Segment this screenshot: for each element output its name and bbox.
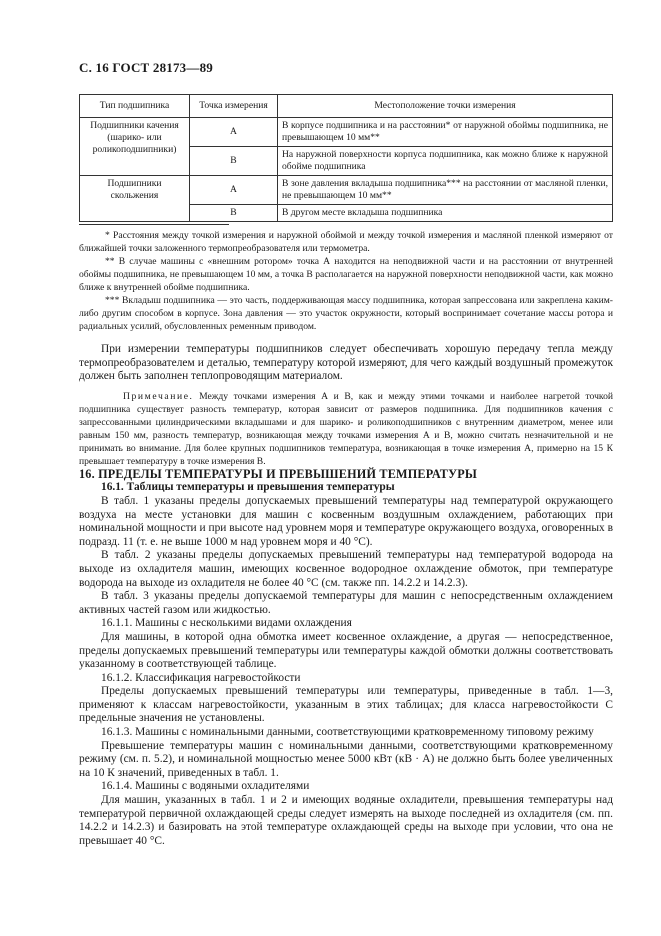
paragraph: В табл. 1 указаны пределы допускаемых превышений температуры над температурой окружающего воздуха на месте установки для машин с косвенным воздушным охлаждением, работающих при номинальной мощности и при высоте над уровнем моря и температуре окружающего воздуха, оговоренных в подразд. 11 (т. е. не выше 1000 м над уровнем моря и 40 °С). xyxy=(79,494,613,548)
column-header: Тип подшипника xyxy=(80,95,190,118)
table-row xyxy=(80,176,613,205)
section-title: 16. ПРЕДЕЛЫ ТЕМПЕРАТУРЫ И ПРЕВЫШЕНИЙ ТЕМПЕРАТУРЫ xyxy=(79,466,478,481)
clause-heading: 16.1.1. Машины с несколькими видами охлаждения xyxy=(101,617,352,630)
location-cell: На наружной поверхности корпуса подшипника, как можно ближе к наружной обойме подшипника xyxy=(278,147,613,176)
bearing-type-cell: Подшипники качения (шарико- или роликоподшипники) xyxy=(80,118,190,176)
clause-heading: 16.1.4. Машины с водяными охладителями xyxy=(101,780,310,793)
paragraph: Для машины, в которой одна обмотка имеет косвенное охлаждение, а другая — непосредственное, пределы допускаемых превышений температуры или температуры каждой обмотки должны соответствовать указанному в соответствующей таблице. xyxy=(79,630,613,671)
location-cell: В другом месте вкладыша подшипника xyxy=(278,205,613,222)
note xyxy=(79,390,613,468)
footnote: ** В случае машины с «внешним ротором» точка А находится на неподвижной части и на расстоянии от внутренней обоймы подшипника, не превышающем 10 мм, а точка В располагается на наружной поверхности неподвижной части, как можно ближе к внутренней обойме подшипника. xyxy=(79,256,613,293)
note-label: Примечание. xyxy=(123,390,194,402)
table-header-row xyxy=(80,95,613,118)
paragraph: Для машин, указанных в табл. 1 и 2 и имеющих водяные охладители, превышения температуры над температурой первичной охлаждающей среды следует измерять на выходе последней из охладителя (см. пп. 14.2.2 и 14.2.3) и базировать на этой температуре охлаждающей среды на выходе при условии, что она не превышает 40 °С. xyxy=(79,794,613,847)
measurement-point-cell: A xyxy=(190,118,278,147)
note-text: Между точками измерения А и В, как и между этими точками и наиболее нагретой точкой подшипника существует разность температур, которая зависит от размеров подшипника. Для подшипников качения с запрессованными цилиндрическими вкладышами и для шарико- и роликоподшипников с внутренним диаметром, менее или равным 150 мм, разность температур, возникающая между точками измерения А и В, можно считать незначительной и не принимать во внимание. Для более крупных подшипников температура, возникающая в точке измерения А, примерно на 15 К превышает температуру в точке измерения В. xyxy=(79,390,613,467)
paragraph: В табл. 2 указаны пределы допускаемых превышений температуры над температурой водорода на выходе из охладителя машин, имеющих косвенное водородное охлаждение обмоток, при температуре водорода на выходе из охладителя не более 40 °С (см. также пп. 14.2.2 и 14.2.3). xyxy=(79,549,613,589)
measurement-point-cell: B xyxy=(190,205,278,222)
location-cell: В зоне давления вкладыша подшипника*** на расстоянии от масляной пленки, не превышающем 10 мм** xyxy=(278,176,613,205)
clause-heading: 16.1.3. Машины с номинальными данными, соответствующими кратковременному типовому режиму xyxy=(101,726,594,739)
measurement-points-table xyxy=(79,94,613,222)
bearing-type-cell: Подшипники скольжения xyxy=(80,176,190,222)
table-footnotes xyxy=(79,224,613,333)
measurement-point-cell: A xyxy=(190,176,278,205)
intro-paragraph: При измерении температуры подшипников следует обеспечивать хорошую передачу тепла между термопреобразователем и деталью, температуру которой измеряют, для чего каждый воздушный промежуток должен быть заполнен теплопроводящим материалом. xyxy=(79,343,613,383)
paragraph: Превышение температуры машин с номинальными данными, соответствующими кратковременному режиму (см. п. 5.2), и номинальной мощностью менее 5000 кВт (кВ · А) не должно быть более увеличенных на 10 К значений, приведенных в табл. 1. xyxy=(79,739,613,779)
subsection-title: 16.1. Таблицы температуры и превышения температуры xyxy=(101,481,395,494)
column-header: Точка измерения xyxy=(190,95,278,118)
paragraph: Пределы допускаемых превышений температуры или температуры, приведенные в табл. 1—3, применяют к классам нагревостойкости, указанным в этих таблицах; для класса нагревостойкости С предельные значения не установлены. xyxy=(79,685,613,725)
page-header: С. 16 ГОСТ 28173—89 xyxy=(79,60,213,75)
column-header: Местоположение точки измерения xyxy=(278,95,613,118)
measurement-point-cell: B xyxy=(190,147,278,176)
footnote: *** Вкладыш подшипника — это часть, поддерживающая массу подшипника, которая запрессована или закреплена каким-либо другим способом в корпусе. Зона давления — это участок окружности, который воспринимает сочетание массы ротора и радиальных усилий, обусловленных ременным приводом. xyxy=(79,295,613,332)
main-text xyxy=(79,343,613,848)
table-row xyxy=(80,118,613,147)
paragraph: В табл. 3 указаны пределы допускаемой температуры для машин с непосредственным охлаждением активных частей газом или жидкостью. xyxy=(79,590,613,616)
footnote-divider xyxy=(79,224,229,225)
location-cell: В корпусе подшипника и на расстоянии* от наружной обоймы подшипника, не превышающем 10 мм** xyxy=(278,118,613,147)
footnote: * Расстояния между точкой измерения и наружной обоймой и между точкой измерения и масляной пленкой измеряют от ближайшей точки заложенного термопреобразователя или термометра. xyxy=(79,230,613,254)
clause-heading: 16.1.2. Классификация нагревостойкости xyxy=(101,671,301,684)
